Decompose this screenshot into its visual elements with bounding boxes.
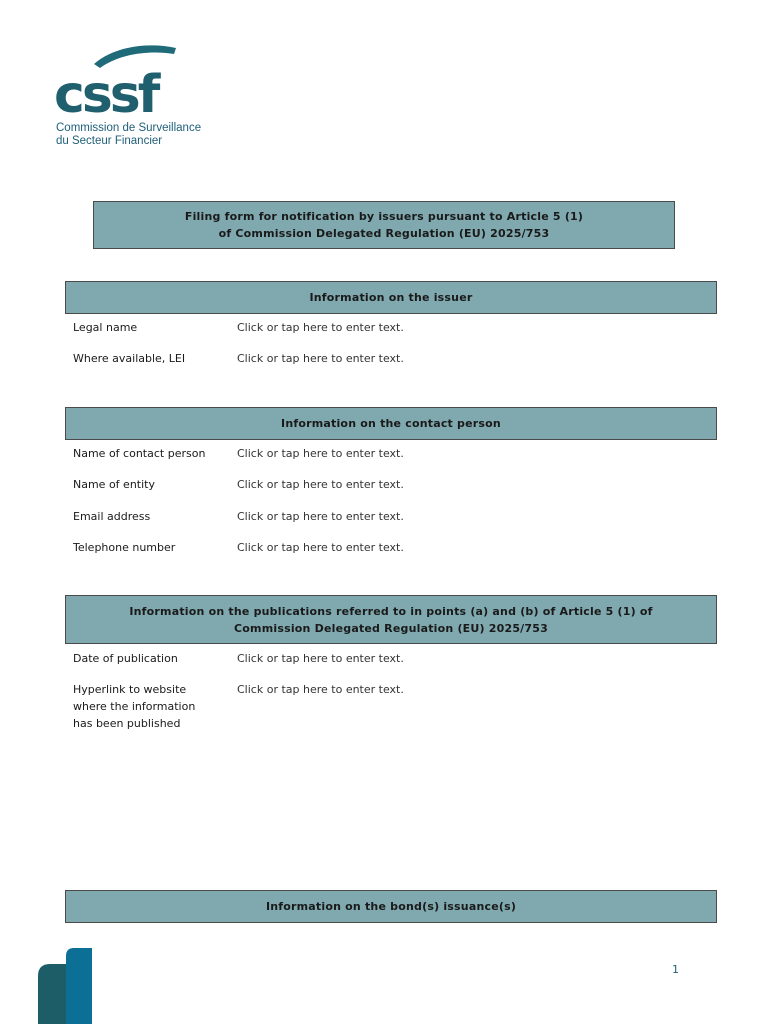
field-label-hyperlink-line3: has been published <box>73 717 181 730</box>
field-label-lei: Where available, LEI <box>73 352 186 365</box>
section-header-publications-line2: Commission Delegated Regulation (EU) 2025/753 <box>234 621 548 635</box>
field-input-contact-name[interactable]: Click or tap here to enter text. <box>237 447 404 460</box>
section-header-issuer <box>65 281 717 314</box>
form-title <box>93 201 675 249</box>
field-input-hyperlink[interactable]: Click or tap here to enter text. <box>237 683 404 696</box>
field-input-entity-name[interactable]: Click or tap here to enter text. <box>237 478 404 491</box>
field-label-telephone: Telephone number <box>73 541 176 554</box>
section-header-publications-line1: Information on the publications referred to in points (a) and (b) of Article 5 (1) of <box>129 604 653 618</box>
form-title-line2: of Commission Delegated Regulation (EU) 2025/753 <box>218 227 550 240</box>
section-header-bonds-text: Information on the bond(s) issuance(s) <box>265 900 517 913</box>
cssf-wordmark-icon <box>54 42 184 117</box>
field-input-legal-name[interactable]: Click or tap here to enter text. <box>237 321 404 334</box>
field-label-contact-name: Name of contact person <box>73 447 206 460</box>
section-header-bonds <box>65 890 717 923</box>
field-label-email: Email address <box>73 510 151 523</box>
svg-text:cssf: cssf <box>54 65 158 117</box>
logo-subtitle-line2: du Secteur Financier <box>56 135 163 147</box>
footer-brand-shape-icon <box>38 948 92 1024</box>
logo-subtitle-line1: Commission de Surveillance <box>56 122 202 134</box>
field-label-publication-date: Date of publication <box>73 652 178 665</box>
field-label-hyperlink-line1: Hyperlink to website <box>73 683 187 696</box>
page-number: 1 <box>672 963 679 976</box>
logo-subtitle <box>56 122 201 148</box>
field-input-publication-date[interactable]: Click or tap here to enter text. <box>237 652 404 665</box>
section-header-issuer-text: Information on the issuer <box>309 291 473 304</box>
field-label-hyperlink-line2: where the information <box>73 700 196 713</box>
cssf-logo <box>54 42 214 152</box>
section-header-contact <box>65 407 717 440</box>
field-input-email[interactable]: Click or tap here to enter text. <box>237 510 404 523</box>
field-label-entity-name: Name of entity <box>73 478 155 491</box>
section-header-publications <box>65 595 717 644</box>
form-title-line1: Filing form for notification by issuers pursuant to Article 5 (1) <box>184 210 584 223</box>
section-header-contact-text: Information on the contact person <box>281 417 501 430</box>
field-input-telephone[interactable]: Click or tap here to enter text. <box>237 541 404 554</box>
field-label-hyperlink <box>73 681 233 732</box>
field-label-legal-name: Legal name <box>73 321 138 334</box>
field-input-lei[interactable]: Click or tap here to enter text. <box>237 352 404 365</box>
